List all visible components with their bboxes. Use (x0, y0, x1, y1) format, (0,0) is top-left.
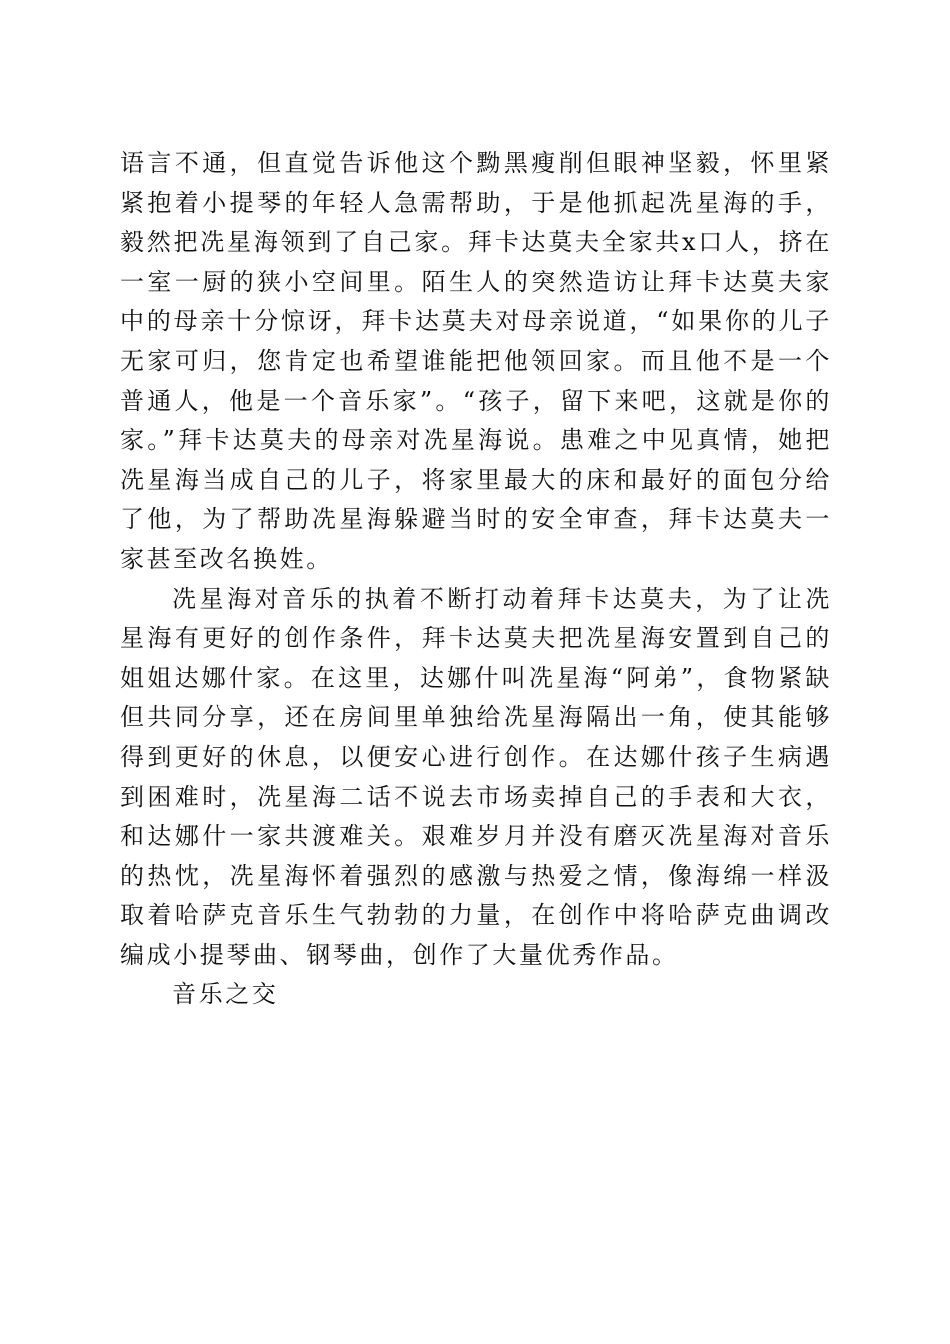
paragraph-1: 语言不通，但直觉告诉他这个黝黑瘦削但眼神坚毅，怀里紧紧抱着小提琴的年轻人急需帮助，于是他抓起冼星海的手，毅然把冼星海领到了自己家。拜卡达莫夫全家共x口人，挤在一室一厨的狭小空间里。陌生人的突然造访让拜卡达莫夫家中的母亲十分惊讶，拜卡达莫夫对母亲说道，“如果你的儿子无家可归，您肯定也希望谁能把他领回家。而且他不是一个普通人，他是一个音乐家”。“孩子，留下来吧，这就是你的家。”拜卡达莫夫的母亲对冼星海说。患难之中见真情，她把冼星海当成自己的儿子，将家里最大的床和最好的面包分给了他，为了帮助冼星海躲避当时的安全审查，拜卡达莫夫一家甚至改名换姓。 (120, 149, 832, 573)
paragraph-2: 冼星海对音乐的执着不断打动着拜卡达莫夫，为了让冼星海有更好的创作条件，拜卡达莫夫把冼星海安置到自己的姐姐达娜什家。在这里，达娜什叫冼星海“阿弟”，食物紧缺但共同分享，还在房间里单独给冼星海隔出一角，使其能够得到更好的休息，以便安心进行创作。在达娜什孩子生病遇到困难时，冼星海二话不说去市场卖掉自己的手表和大衣，和达娜什一家共渡难关。艰难岁月并没有磨灭冼星海对音乐的热忱，冼星海怀着强烈的感激与热爱之情，像海绵一样汲取着哈萨克音乐生气勃勃的力量，在创作中将哈萨克曲调改编成小提琴曲、钢琴曲，创作了大量优秀作品。 (120, 584, 832, 969)
section-heading: 音乐之交 (172, 980, 279, 1009)
document-body (120, 144, 832, 1015)
